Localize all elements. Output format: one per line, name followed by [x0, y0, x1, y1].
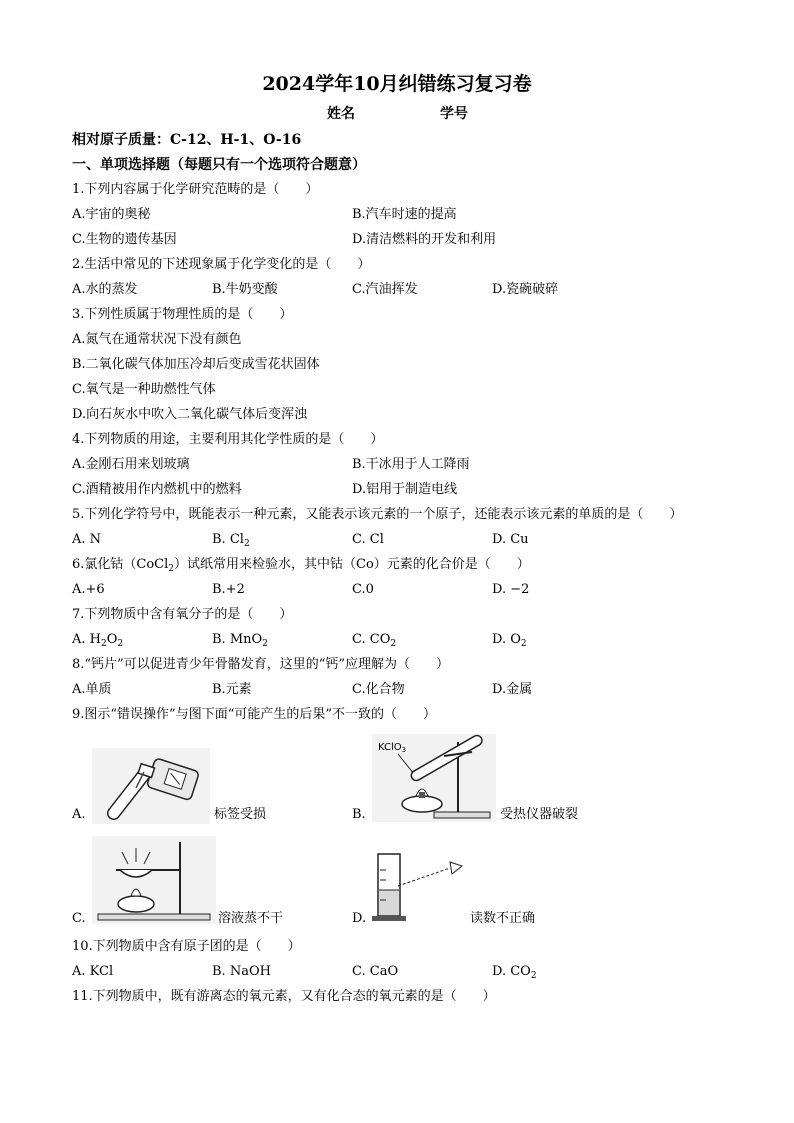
q3-option-b: B.二氧化碳气体加压冷却后变成雪花状固体 — [72, 357, 320, 372]
kclo3-label: KClO$_3$ — [378, 742, 407, 754]
q10-option-a: A. KCl — [72, 964, 114, 979]
q1-option-c: C.生物的遗传基因 — [72, 232, 177, 247]
q4-option-b: B.干冰用于人工降雨 — [352, 457, 470, 472]
q2-option-a: A.水的蒸发 — [72, 282, 138, 297]
q8-option-b: B.元素 — [212, 682, 252, 697]
q5-option-c: C. Cl — [352, 532, 384, 547]
q3-option-c: C.氧气是一种助燃性气体 — [72, 382, 216, 397]
q3-option-a: A.氮气在通常状况下没有颜色 — [72, 332, 242, 347]
q5-option-d: D. Cu — [492, 532, 529, 547]
student-id-label: 学号 — [440, 106, 468, 122]
evaporation-figure — [92, 836, 216, 924]
q10-option-c: C. CaO — [352, 964, 399, 979]
heating-test-tube-figure — [372, 734, 496, 822]
q9-option-b-letter: B. — [352, 807, 366, 822]
q10-option-d: D. $CO_2$ — [492, 964, 537, 981]
pouring-liquid-figure — [92, 748, 210, 824]
q5-stem: 5.下列化学符号中，既能表示一种元素，又能表示该元素的一个原子，还能表示该元素的单质的是（ ） — [72, 507, 683, 522]
q3-stem: 3.下列性质属于物理性质的是（ ） — [72, 307, 293, 322]
graduated-cylinder-figure — [370, 850, 466, 922]
q8-stem: 8.“钙片”可以促进青少年骨骼发育，这里的“钙”应理解为（ ） — [72, 657, 449, 672]
q4-stem: 4.下列物质的用途，主要利用其化学性质的是（ ） — [72, 432, 384, 447]
q6-option-c: C.0 — [352, 582, 374, 597]
page-title: 2024学年10月纠错练习复习卷 — [262, 73, 532, 95]
q10-stem: 10.下列物质中含有原子团的是（ ） — [72, 939, 301, 954]
q4-option-a: A.金刚石用来划玻璃 — [72, 457, 190, 472]
q3-option-d: D.向石灰水中吹入二氧化碳气体后变浑浊 — [72, 407, 308, 422]
q1-option-d: D.清洁燃料的开发和利用 — [352, 232, 497, 247]
q2-stem: 2.生活中常见的下述现象属于化学变化的是（ ） — [72, 257, 371, 272]
q1-option-a: A.宇宙的奥秘 — [72, 207, 151, 222]
q2-option-c: C.汽油挥发 — [352, 282, 418, 297]
q6-option-a: A.+6 — [72, 582, 105, 597]
q9-stem: 9.图示“错误操作”与图下面“可能产生的后果”不一致的（ ） — [72, 707, 436, 722]
q9-option-a-text: 标签受损 — [214, 807, 267, 822]
q8-option-c: C.化合物 — [352, 682, 405, 697]
q6-option-b: B.+2 — [212, 582, 245, 597]
q2-option-b: B.牛奶变酸 — [212, 282, 278, 297]
name-label: 姓名 — [327, 106, 355, 122]
q5-option-b: B. $Cl_2$ — [212, 532, 250, 549]
q7-option-b: B. MnO$_2$ — [212, 632, 268, 649]
q9-option-c-letter: C. — [72, 911, 86, 926]
q9-option-c-text: 溶液蒸不干 — [218, 911, 284, 926]
q10-option-b: B. NaOH — [212, 964, 271, 979]
q7-stem: 7.下列物质中含有氧分子的是（ ） — [72, 607, 293, 622]
q4-option-d: D.铝用于制造电线 — [352, 482, 458, 497]
q11-stem: 11.下列物质中，既有游离态的氧元素，又有化合态的氧元素的是（ ） — [72, 989, 496, 1004]
atomic-mass-note: 相对原子质量：C-12、H-1、O-16 — [72, 132, 302, 148]
q8-option-d: D.金属 — [492, 682, 533, 697]
q9-option-d-letter: D. — [352, 911, 367, 926]
q2-option-d: D.瓷碗破碎 — [492, 282, 559, 297]
q6-stem: 6.氯化钴（CoCl$_2$）试纸常用来检验水，其中钴（Co）元素的化合价是（ ） — [72, 557, 530, 574]
q9-option-a-letter: A. — [72, 807, 86, 822]
q1-option-b: B.汽车时速的提高 — [352, 207, 457, 222]
q9-option-d-text: 读数不正确 — [470, 911, 536, 926]
q8-option-a: A.单质 — [72, 682, 112, 697]
q6-option-d: D. −2 — [492, 582, 530, 597]
section-heading: 一、单项选择题（每题只有一个选项符合题意） — [72, 157, 366, 173]
q9-option-b-text: 受热仪器破裂 — [500, 807, 579, 822]
q1-stem: 1.下列内容属于化学研究范畴的是（ ） — [72, 182, 319, 197]
q5-option-a: A. N — [72, 532, 102, 547]
q7-option-d: D. $O_2$ — [492, 632, 527, 649]
q7-option-c: C. $CO_2$ — [352, 632, 397, 649]
q7-option-a: A. $H_2O_2$ — [72, 632, 124, 649]
q4-option-c: C.酒精被用作内燃机中的燃料 — [72, 482, 242, 497]
